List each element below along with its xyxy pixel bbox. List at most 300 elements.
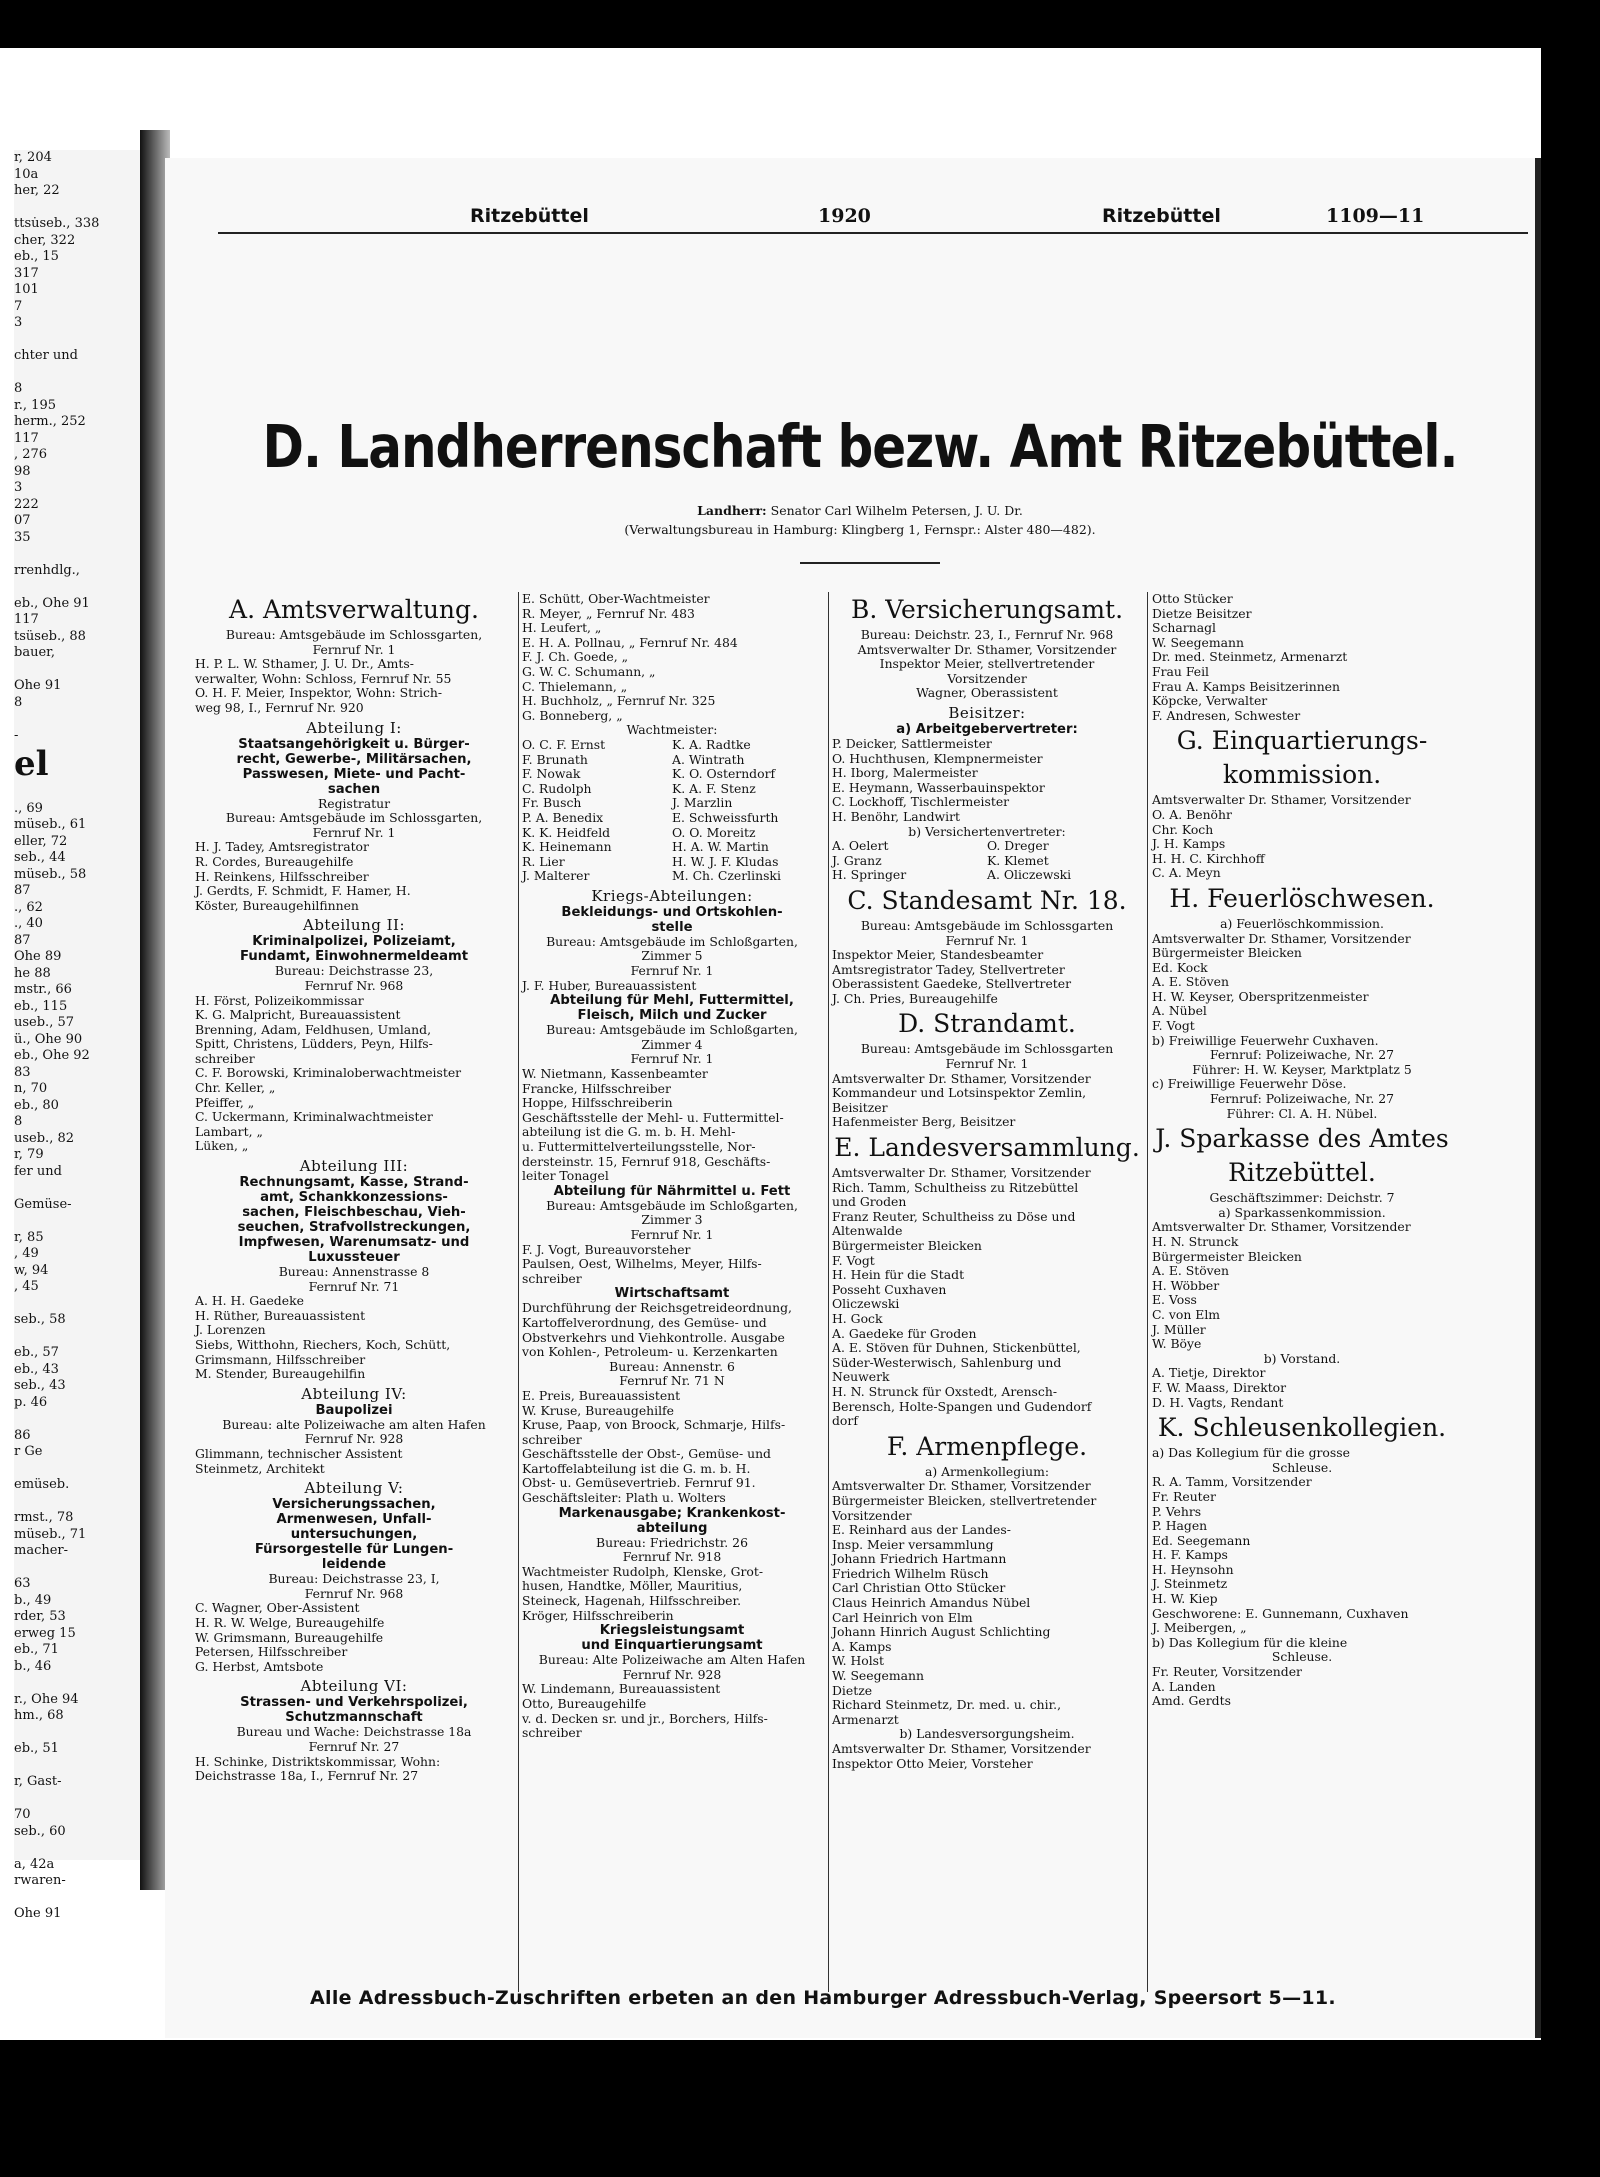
entry-line: Kröger, Hilfsschreiberin (522, 1607, 674, 1623)
entry-line: Francke, Hilfsschreiber (522, 1080, 671, 1096)
left-page-line: rrenhdlg., (14, 562, 80, 578)
entry-line: Chr. Keller, „ (195, 1080, 276, 1096)
department-heading: Strassen- und Verkehrspolizei, (240, 1695, 468, 1711)
department-heading: recht, Gewerbe-, Militärsachen, (236, 751, 472, 767)
name-entry: P. A. Benedix (522, 809, 604, 825)
department-heading: Rechnungsamt, Kasse, Strand- (239, 1175, 469, 1191)
entry-line: Petersen, Hilfsschreiber (195, 1644, 348, 1660)
department-heading: Kriminalpolizei, Polizeiamt, (252, 934, 456, 950)
entry-line: J. H. Kamps (1152, 836, 1226, 852)
left-page-line: 83 (14, 1064, 31, 1080)
page-number: 1109—11 (1326, 205, 1425, 227)
name-pair-row (522, 753, 822, 768)
name-entry: A. Oelert (832, 838, 889, 854)
left-page-line: herm., 252 (14, 414, 86, 429)
left-page-line: ., 62 (14, 899, 43, 915)
left-page-line: emüseb. (14, 1477, 70, 1492)
name-pair-row (522, 811, 822, 826)
entry-line: Fernruf: Polizeiwache, Nr. 27 (1210, 1047, 1394, 1063)
entry-line: F. Vogt (832, 1252, 875, 1268)
entry-line: F. Vogt (1152, 1018, 1195, 1034)
left-page-line: b., 46 (14, 1658, 52, 1674)
entry-line: A. Tietje, Direktor (1152, 1365, 1266, 1381)
entry-line: Scharnagl (1152, 620, 1216, 636)
section-heading: A. Amtsverwaltung. (229, 595, 479, 624)
left-page-line (14, 662, 140, 679)
left-page-line: Ohe 91 (14, 678, 62, 693)
entry-line: von Kohlen-, Petroleum- u. Kerzenkarten (522, 1344, 778, 1360)
left-page-line: useb., 57 (14, 1015, 74, 1030)
left-page-line: 117 (14, 612, 39, 627)
entry-line: O. A. Benöhr (1152, 806, 1232, 822)
entry-line: P. Hagen (1152, 1518, 1208, 1534)
left-page-line (14, 1329, 140, 1346)
entry-line: Fernruf Nr. 71 N (619, 1373, 725, 1389)
entry-line: J. Steinmetz (1152, 1576, 1228, 1592)
left-page-line (14, 200, 140, 217)
left-page-line: seb., 58 (14, 1312, 66, 1327)
entry-line: Bureau: Friedrichstr. 26 (596, 1534, 748, 1550)
left-page-line: seb., 44 (14, 850, 66, 865)
left-page-line: eb., 43 (14, 1361, 59, 1377)
entry-line: Kommandeur und Lotsinspektor Zemlin, (832, 1085, 1087, 1101)
entry-line: H. R. W. Welge, Bureaugehilfe (195, 1614, 385, 1630)
entry-line: leiter Tonagel (522, 1168, 609, 1184)
left-page-line (14, 1411, 140, 1428)
entry-line: Bürgermeister Bleicken (1152, 1248, 1302, 1264)
entry-line: H. J. Tadey, Amtsregistrator (195, 839, 369, 855)
entry-line: O. H. F. Meier, Inspektor, Wohn: Strich- (195, 685, 443, 701)
left-page-line (14, 332, 140, 349)
left-page-line: 70 (14, 1807, 31, 1822)
entry-line: Amtsverwalter Dr. Sthamer, Vorsitzender (832, 1070, 1091, 1086)
left-page-line: ü., Ohe 90 (14, 1031, 83, 1047)
entry-line: Süder-Westerwisch, Sahlenburg und (832, 1354, 1062, 1370)
entry-line: Kartoffelverordnung, des Gemüse- und (522, 1314, 767, 1330)
entry-line: Fernruf: Polizeiwache, Nr. 27 (1210, 1091, 1394, 1107)
left-page-line: a, 42a (14, 1856, 55, 1872)
entry-line: Steinmetz, Architekt (195, 1460, 325, 1476)
department-heading: sachen (327, 781, 381, 797)
entry-line: Bureau: Amtsgebäude im Schlossgarten (860, 1041, 1114, 1057)
entry-line: Geschäftsstelle der Mehl- u. Futtermittel- (522, 1109, 784, 1125)
entry-line: Oberassistent Gaedeke, Stellvertreter (832, 976, 1072, 992)
name-pair-row (832, 839, 1142, 854)
entry-line: Vorsitzender (832, 1507, 912, 1523)
left-page-line: 8 (14, 694, 23, 710)
entry-line: v. d. Decken sr. und jr., Borchers, Hilfs- (522, 1710, 768, 1726)
name-entry: K. Heinemann (522, 839, 612, 855)
entry-line: dorf (832, 1413, 858, 1429)
entry-line: Registratur (317, 795, 391, 811)
entry-line: H. N. Strunck für Oxstedt, Arensch- (832, 1383, 1058, 1399)
entry-line: Geschäftszimmer: Deichstr. 7 (1209, 1190, 1395, 1206)
entry-line: C. Thielemann, „ (522, 678, 628, 694)
entry-line: schreiber (195, 1050, 255, 1066)
entry-line: Fr. Reuter (1152, 1488, 1216, 1504)
entry-line: c) Freiwillige Feuerwehr Döse. (1152, 1076, 1347, 1092)
entry-line: Bureau: Amtsgebäude im Schlossgarten, (225, 627, 483, 642)
entry-line: Otto, Bureaugehilfe (522, 1696, 647, 1711)
left-page-line: ttsu̇seb., 338 (14, 216, 100, 231)
entry-line: W. Seegemann (832, 1668, 924, 1684)
entry-line: Schleuse. (1271, 1459, 1333, 1475)
entry-line: H. Heynsohn (1152, 1561, 1234, 1577)
left-page-line (14, 1758, 140, 1775)
entry-line: A. Landen (1152, 1678, 1216, 1694)
department-heading: Armenwesen, Unfall- (276, 1512, 432, 1528)
department-heading: untersuchungen, (290, 1527, 418, 1543)
entry-line: Carl Christian Otto Stücker (832, 1580, 1006, 1596)
entry-line: Wachtmeister: (626, 722, 718, 738)
entry-line: C. A. Meyn (1152, 865, 1221, 881)
left-page-line: r, Gast- (14, 1774, 62, 1789)
entry-line: W. Grimsmann, Bureaugehilfe (195, 1629, 384, 1645)
entry-line: Zimmer 4 (641, 1036, 703, 1052)
section-heading: K. Schleusenkollegien. (1157, 1413, 1447, 1443)
name-pair-row (522, 855, 822, 870)
name-pair-row (522, 767, 822, 782)
entry-line: Neuwerk (832, 1369, 890, 1385)
entry-line: C. von Elm (1152, 1306, 1221, 1322)
left-page-line: chter und (14, 348, 78, 363)
left-page-line: r, 85 (14, 1229, 44, 1245)
left-page-line (14, 1213, 140, 1230)
name-pair-row (832, 854, 1142, 869)
left-page-line: eb., Ohe 91 (14, 595, 90, 611)
subsection-heading: Beisitzer: (948, 703, 1026, 722)
column-1 (195, 592, 513, 1784)
department-heading: leidende (321, 1557, 387, 1573)
left-page-line: 87 (14, 932, 31, 948)
left-page-line: müseb., 71 (14, 1526, 87, 1542)
left-page-line (14, 546, 140, 563)
entry-line: Deichstrasse 18a, I., Fernruf Nr. 27 (195, 1768, 419, 1784)
left-page-line (14, 1494, 140, 1511)
entry-line: Grimsmann, Hilfsschreiber (195, 1351, 366, 1367)
department-heading: und Einquartierungsamt (581, 1638, 763, 1654)
left-page-line (14, 1296, 140, 1313)
header-rule (218, 232, 1528, 234)
department-heading: Bekleidungs- und Ortskohlen- (561, 904, 783, 920)
entry-line: Fernruf Nr. 1 (945, 932, 1029, 948)
left-page-line: 317 (14, 265, 39, 281)
entry-line: Kartoffelabteilung ist die G. m. b. H. (522, 1460, 751, 1476)
entry-line: F. J. Vogt, Bureauvorsteher (522, 1241, 691, 1257)
entry-line: P. Deicker, Sattlermeister (832, 735, 992, 751)
column-divider (828, 592, 829, 1992)
entry-line: Amd. Gerdts (1152, 1693, 1231, 1709)
name-entry: J. Marzlin (672, 795, 733, 811)
left-page-line (14, 1791, 140, 1808)
left-page-line: macher- (14, 1543, 69, 1558)
name-pair-row (522, 738, 822, 753)
department-heading: a) Arbeitgebervertreter: (896, 721, 1078, 737)
left-page-line: eb., 71 (14, 1642, 59, 1657)
entry-line: Zimmer 5 (641, 948, 703, 964)
left-page-line: 87 (14, 883, 31, 898)
entry-line: Fernruf Nr. 968 (304, 1585, 404, 1601)
entry-line: Vorsitzender (947, 670, 1027, 686)
subsection-heading: Abteilung VI: (300, 1677, 408, 1696)
left-page-line: 117 (14, 430, 39, 446)
column-3 (832, 592, 1142, 1771)
entry-line: Frau Feil (1152, 663, 1210, 679)
department-heading: Baupolizei (315, 1402, 393, 1418)
entry-line: Führer: H. W. Keyser, Marktplatz 5 (1192, 1061, 1412, 1077)
entry-line: schreiber (522, 1431, 582, 1447)
entry-line: A. E. Stöven (1152, 1263, 1229, 1279)
left-page-line: bauer, (14, 645, 56, 660)
entry-line: Bureau: Deichstrasse 23, I, (268, 1571, 440, 1587)
left-page-line: w, 94 (14, 1262, 49, 1278)
entry-line: a) Armenkollegium: (924, 1463, 1050, 1479)
name-pair-row (522, 796, 822, 811)
department-heading: Abteilung für Mehl, Futtermittel, (550, 993, 794, 1009)
entry-line: Fernruf Nr. 1 (630, 1226, 714, 1242)
left-page-line: 07 (14, 513, 31, 528)
entry-line: a) Feuerlöschkommission. (1220, 915, 1384, 931)
left-page-line: eller, 72 (14, 833, 68, 849)
section-heading: G. Einquartierungs- (1176, 726, 1428, 756)
entry-line: R. Cordes, Bureaugehilfe (195, 853, 354, 869)
entry-line: Bureau: Amtsgebäude im Schlossgarten, (225, 810, 483, 826)
entry-line: verwalter, Wohn: Schloss, Fernruf Nr. 55 (195, 670, 452, 686)
department-heading: Impfwesen, Warenumsatz- und (238, 1235, 470, 1251)
entry-line: Fernruf Nr. 918 (622, 1549, 722, 1565)
entry-line: Lüken, „ (195, 1138, 249, 1154)
left-page-line: eb., Ohe 92 (14, 1048, 90, 1063)
entry-line: schreiber (522, 1270, 582, 1286)
entry-line: W. Böye (1152, 1336, 1202, 1352)
entry-line: Bureau: Annenstrasse 8 (278, 1264, 430, 1280)
left-page-line (14, 365, 140, 382)
entry-line: H. Leufert, „ (522, 620, 602, 636)
name-entry: K. K. Heidfeld (522, 824, 611, 840)
name-pair-row (522, 840, 822, 855)
entry-line: Amtsregistrator Tadey, Stellvertreter (832, 961, 1065, 977)
entry-line: Geschworene: E. Gunnemann, Cuxhaven (1152, 1605, 1409, 1621)
department-heading: Luxussteuer (308, 1250, 400, 1266)
section-heading: C. Standesamt Nr. 18. (847, 885, 1127, 915)
publisher-footer: Alle Adressbuch-Zuschriften erbeten an den Hamburger Adressbuch-Verlag, Speersort 5—11. (310, 1987, 1336, 2009)
entry-line: F. W. Maass, Direktor (1152, 1379, 1287, 1395)
entry-line: Friedrich Wilhelm Rüsch (832, 1565, 989, 1581)
entry-line: b) Versichertenvertreter: (908, 823, 1066, 839)
department-heading: Passwesen, Miete- und Pacht- (242, 766, 466, 782)
section-heading: H. Feuerlöschwesen. (1169, 883, 1435, 913)
left-page-line: tsüseb., 88 (14, 628, 86, 644)
entry-line: Lambart, „ (195, 1123, 263, 1139)
entry-line: Amtsverwalter Dr. Sthamer, Vorsitzender (832, 1741, 1091, 1756)
entry-line: W. Lindemann, Bureauassistent (522, 1681, 721, 1697)
title-rule (800, 562, 940, 564)
entry-line: C. Uckermann, Kriminalwachtmeister (195, 1109, 433, 1125)
left-page-line: eb., 80 (14, 1097, 59, 1113)
entry-line: J. F. Huber, Bureauassistent (522, 977, 697, 993)
left-page-line: r, 204 (14, 150, 52, 165)
entry-line: Carl Heinrich von Elm (832, 1609, 973, 1625)
entry-line: Amtsverwalter Dr. Sthamer, Vorsitzender (1152, 930, 1411, 946)
name-entry: K. A. Radtke (672, 736, 751, 752)
entry-line: Wagner, Oberassistent (916, 685, 1058, 701)
left-page-line: 35 (14, 529, 31, 545)
left-page-line: 101 (14, 282, 39, 297)
entry-line: E. Schütt, Ober-Wachtmeister (522, 591, 710, 606)
entry-line: Fernruf Nr. 1 (945, 1056, 1029, 1072)
left-page-line: useb., 82 (14, 1130, 74, 1146)
entry-line: G. Herbst, Amtsbote (195, 1658, 324, 1674)
left-page-line: 7 (14, 298, 23, 314)
running-head-year: 1920 (818, 205, 871, 227)
page-right-edge (1535, 158, 1541, 2038)
left-page-line (14, 1840, 140, 1857)
department-heading: Wirtschaftsamt (614, 1286, 730, 1302)
entry-line: Amtsverwalter Dr. Sthamer, Vorsitzender (1152, 1219, 1411, 1235)
department-heading: sachen, Fleischbeschau, Vieh- (242, 1205, 466, 1221)
entry-line: Wachtmeister Rudolph, Klenske, Grot- (522, 1563, 764, 1579)
entry-line: Amtsverwalter Dr. Sthamer, Vorsitzender (1152, 792, 1411, 808)
column-divider (1147, 592, 1148, 1992)
entry-line: J. Meibergen, „ (1152, 1620, 1247, 1636)
name-entry: M. Ch. Czerlinski (672, 868, 781, 884)
entry-line: Köpcke, Verwalter (1152, 693, 1268, 709)
entry-line: Franz Reuter, Schultheiss zu Döse und (832, 1208, 1076, 1224)
entry-line: H. Rüther, Bureauassistent (195, 1307, 366, 1323)
entry-line: H. Hein für die Stadt (832, 1267, 965, 1283)
entry-line: Paulsen, Oest, Wilhelms, Meyer, Hilfs- (522, 1256, 762, 1272)
entry-line: Kruse, Paap, von Broock, Schmarje, Hilfs- (522, 1417, 786, 1433)
entry-line: Ed. Seegemann (1152, 1532, 1251, 1548)
entry-line: Fernruf Nr. 1 (312, 824, 396, 840)
department-heading: Fundamt, Einwohnermeldeamt (239, 949, 469, 965)
entry-line: A. E. Stöven für Duhnen, Stickenbüttel, (832, 1340, 1081, 1356)
entry-line: Chr. Koch (1152, 821, 1214, 837)
entry-line: A. E. Stöven (1152, 974, 1229, 990)
name-entry: E. Schweissfurth (672, 809, 779, 825)
entry-line: A. Kamps (832, 1638, 892, 1654)
left-page-line: eb., 57 (14, 1345, 59, 1360)
left-page-line: 86 (14, 1427, 31, 1443)
left-page-line (14, 1180, 140, 1197)
entry-line: H. W. Keyser, Oberspritzenmeister (1152, 988, 1369, 1004)
left-page-line: 10a (14, 166, 39, 182)
entry-line: u. Futtermittelverteilungsstelle, Nor- (522, 1139, 756, 1154)
left-page-line: r., Ohe 94 (14, 1691, 79, 1707)
department-heading: Fürsorgestelle für Lungen- (254, 1542, 454, 1558)
entry-line: Johann Hinrich August Schlichting (832, 1624, 1051, 1640)
entry-line: Insp. Meier versammlung (832, 1536, 994, 1552)
name-entry: Fr. Busch (522, 795, 582, 811)
entry-line: Bureau: Deichstrasse 23, (274, 963, 434, 979)
entry-line: E. Heymann, Wasserbauinspektor (832, 779, 1045, 795)
entry-line: und Groden (832, 1194, 907, 1210)
entry-line: Dr. med. Steinmetz, Armenarzt (1152, 649, 1348, 665)
left-page-line: seb., 60 (14, 1823, 66, 1839)
entry-line: F. J. Ch. Goede, „ (522, 649, 629, 665)
entry-line: Amtsverwalter Dr. Sthamer, Vorsitzender (832, 1478, 1091, 1494)
name-entry: H. W. J. F. Kludas (672, 853, 779, 869)
entry-line: Schleuse. (1271, 1649, 1333, 1665)
entry-line: W. Nietmann, Kassenbeamter (522, 1066, 708, 1082)
department-heading: Kriegsleistungsamt (599, 1623, 745, 1639)
entry-line: Beisitzer (832, 1099, 888, 1115)
department-heading: Schutzmannschaft (285, 1710, 423, 1726)
left-page-line: erweg 15 (14, 1625, 76, 1641)
department-heading: Versicherungssachen, (272, 1497, 436, 1513)
left-page-line: , 49 (14, 1246, 39, 1261)
department-heading: amt, Schankkonzessions- (260, 1190, 448, 1206)
subsection-heading: Abteilung III: (299, 1157, 409, 1176)
entry-line: R. A. Tamm, Vorsitzender (1152, 1474, 1312, 1490)
running-head-left: Ritzebüttel (470, 205, 589, 227)
entry-line: a) Das Kollegium für die grosse (1152, 1445, 1350, 1461)
entry-line: H. Iborg, Malermeister (832, 765, 978, 781)
left-page-line (14, 1675, 140, 1692)
entry-line: J. Müller (1152, 1321, 1206, 1337)
left-page-line: n, 70 (14, 1081, 48, 1096)
left-page-line: Ohe 91 (14, 1906, 62, 1921)
name-entry: O. Dreger (987, 838, 1049, 854)
left-page-line: 222 (14, 496, 39, 512)
entry-line: K. G. Malpricht, Bureauassistent (195, 1007, 401, 1023)
entry-line: Dietze (832, 1682, 873, 1698)
left-page-line: p. 46 (14, 1394, 48, 1410)
left-page-line: , 276 (14, 447, 48, 462)
section-heading: D. Strandamt. (898, 1009, 1076, 1039)
entry-line: Durchführung der Reichsgetreideordnung, (522, 1300, 792, 1316)
entry-line: P. Vehrs (1152, 1503, 1202, 1519)
entry-line: Fernruf Nr. 27 (308, 1738, 400, 1754)
entry-line: A. H. H. Gaedeke (195, 1293, 304, 1309)
department-heading: seuchen, Strafvollstreckungen, (237, 1220, 471, 1236)
left-page-fragment (14, 150, 140, 1921)
name-entry: C. Rudolph (522, 780, 592, 796)
entry-line: b) Das Kollegium für die kleine (1152, 1634, 1348, 1650)
section-heading: E. Landesversammlung. (834, 1133, 1140, 1163)
entry-line: J. Lorenzen (195, 1322, 266, 1338)
entry-line: H. W. Kiep (1152, 1591, 1218, 1607)
subsection-heading: Kriegs-Abteilungen: (591, 886, 753, 905)
section-heading: kommission. (1222, 760, 1382, 790)
left-page-line: 98 (14, 463, 31, 479)
entry-line: A. Nübel (1152, 1003, 1207, 1019)
left-page-line: 8 (14, 381, 23, 396)
left-page-line (14, 711, 140, 728)
left-page-line: r Ge (14, 1444, 43, 1459)
entry-line: Zimmer 3 (641, 1212, 703, 1228)
name-entry: K. Klemet (987, 852, 1049, 868)
name-pair-row (522, 869, 822, 884)
entry-line: Bürgermeister Bleicken (1152, 945, 1302, 961)
entry-line: H. Benöhr, Landwirt (832, 808, 960, 824)
left-page-line (14, 1890, 140, 1907)
left-page-line: - (14, 727, 19, 743)
left-page-line: ., 40 (14, 916, 43, 931)
entry-line: G. W. C. Schumann, „ (522, 663, 656, 679)
left-page-line: mstr., 66 (14, 982, 72, 997)
entry-line: Inspektor Otto Meier, Vorsteher (832, 1755, 1033, 1771)
left-page-line: 8 (14, 1114, 23, 1129)
left-page-line: seb., 43 (14, 1378, 66, 1393)
subsection-heading: Abteilung I: (306, 718, 402, 737)
entry-line: Bureau: Deichstr. 23, I., Fernruf Nr. 968 (860, 627, 1114, 642)
left-page-line: 63 (14, 1576, 31, 1591)
entry-line: Hoppe, Hilfsschreiberin (522, 1095, 673, 1111)
left-page-line: hm., 68 (14, 1708, 64, 1723)
name-entry: H. A. W. Martin (672, 839, 769, 855)
left-page-line: ., 69 (14, 800, 43, 816)
